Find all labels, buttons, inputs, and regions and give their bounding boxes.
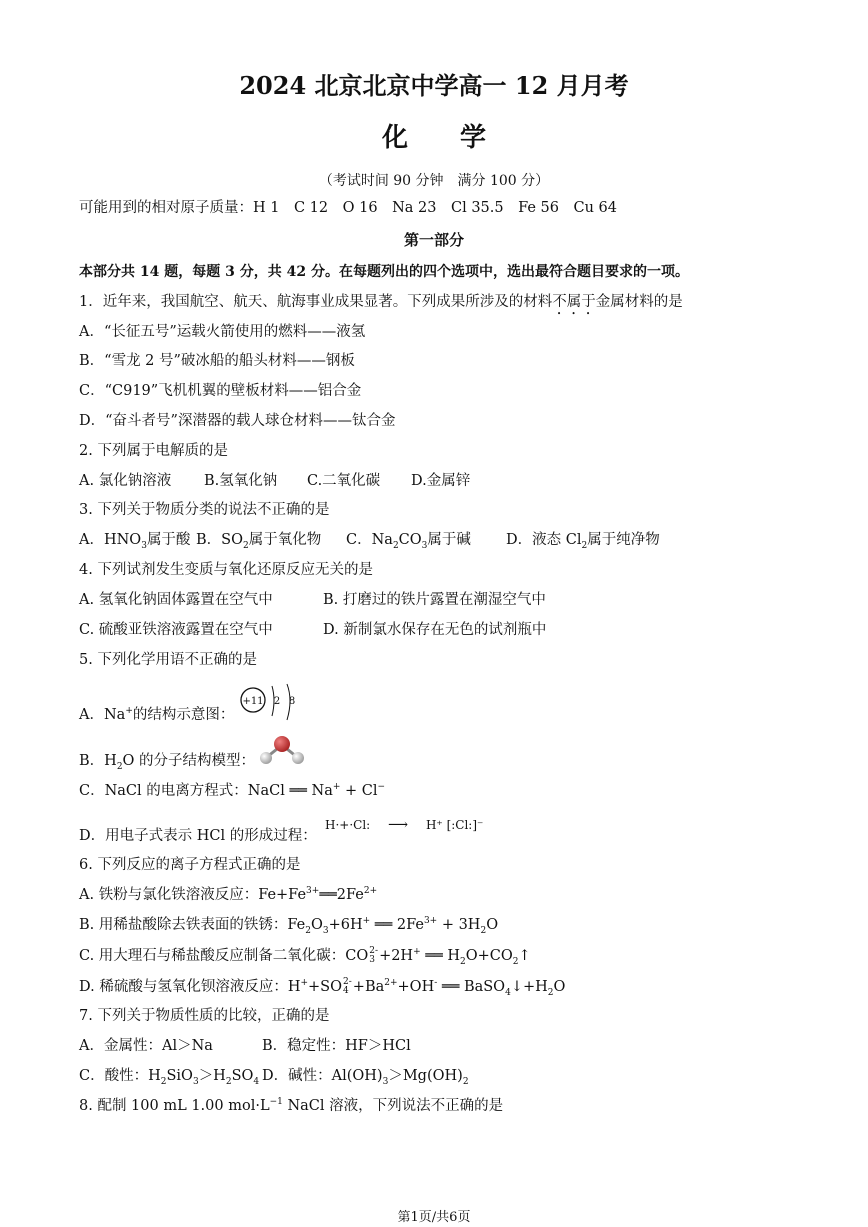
q7-stem: 7. 下列关于物质性质的比较，正确的是 (79, 1008, 330, 1024)
atomic-masses: 可能用到的相对原子质量：H 1 C 12 O 16 Na 23 Cl 35.5 Fe 56 Cu 64 (79, 200, 617, 216)
q1-option-a: A．“长征五号”运载火箭使用的燃料——液氢 (79, 324, 366, 340)
q1-stem (79, 292, 683, 318)
q3-stem: 3. 下列关于物质分类的说法不正确的是 (79, 502, 330, 518)
hcl-reactants: H·+·Cl: (325, 818, 371, 832)
hcl-formation-diagram (325, 815, 483, 835)
q1-option-c: C．“C919”飞机机翼的壁板材料——铝合金 (79, 383, 362, 399)
q8-stem: 8. 配制 100 mL 1.00 $mol\cdot L^{-1}$ NaCl 溶液，下列说法不正确的是 (79, 1097, 504, 1114)
q3-options (79, 530, 660, 550)
q4-option-a: A. 氢氧化钠固体露置在空气中 (79, 592, 273, 608)
q3-option-d: D．液态 $Cl_2$属于纯净物 (506, 532, 660, 551)
q4-option-c: C. 硫酸亚铁溶液露置在空气中 (79, 622, 273, 638)
q2-option-a: A. 氯化钠溶液 (79, 473, 172, 489)
subject-title: 化 学 (381, 123, 486, 153)
q2-option-c: C.二氧化碳 (307, 473, 381, 489)
q6-option-d: D. 稀硫酸与氢氧化钡溶液反应：H++SO 2- 4 $+Ba^{2+}+OH^-$ ══ $BaSO_4↓+H_2O$ (79, 977, 566, 998)
q6-option-b: B. 用稀盐酸除去铁表面的铁锈：$Fe_2O_3+6H^+$ ══ $2Fe^{3+} + 3H_2O$ (79, 916, 499, 936)
q5-option-c: C．NaCl 的电离方程式：NaCl ══ Na+ + Cl− (79, 782, 386, 799)
q1-stem-emphasis: 不属于 (552, 294, 596, 310)
oxygen-atom (274, 736, 290, 752)
exam-info: （考试时间 90 分钟 满分 100 分） (318, 173, 550, 189)
hydrogen-atom-left (260, 752, 272, 764)
q2-option-d: D.金属锌 (411, 473, 471, 489)
q5-option-d: D．用电子式表示 HCl 的形成过程： (79, 828, 317, 844)
page-footer: 第1页/共6页 (397, 1210, 471, 1225)
q1-stem-text: 1．近年来，我国航空、航天、航海事业成果显著。下列成果所涉及的材料 (79, 294, 553, 310)
part1-instruction: 本部分共 14 题，每题 3 分，共 42 分。在每题列出的四个选项中，选出最符合题目要求的一项。 (79, 264, 689, 280)
q3-option-c: C．$Na_2CO_3$属于碱 (346, 532, 471, 551)
nucleus-charge: +11 (242, 696, 264, 707)
q2-options (79, 471, 470, 491)
shell-1-count: 2 (273, 696, 281, 707)
water-molecule-model-icon (256, 733, 308, 767)
part1-heading: 第一部分 (403, 231, 464, 249)
q7-option-a: A．金属性：Al＞Na (79, 1038, 213, 1054)
q7-option-c: C．酸性：$H_2SiO_3>H_2SO_4$ (79, 1068, 260, 1087)
q4-option-b: B. 打磨过的铁片露置在潮湿空气中 (323, 592, 546, 608)
q1-option-b: B．“雪龙 2 号”破冰船的船头材料——钢板 (79, 353, 355, 369)
q5-option-a: A．Na+的结构示意图： (79, 706, 235, 723)
q4-row-cd (79, 620, 546, 640)
q4-stem: 4. 下列试剂发生变质与氧化还原反应无关的是 (79, 562, 373, 578)
q7-row-ab (79, 1036, 411, 1056)
q3-option-b: B．$SO_2$属于氧化物 (196, 532, 322, 551)
q2-option-b: B.氢氧化钠 (204, 473, 278, 489)
sodium-ion-structure-diagram (238, 682, 300, 724)
q4-option-d: D. 新制氯水保存在无色的试剂瓶中 (323, 622, 547, 638)
hcl-product: H⁺ [:Cl:]⁻ (425, 818, 484, 832)
q5-option-b: B．$H_2O$ 的分子结构模型： (79, 753, 256, 772)
reaction-arrow: ⟶ (388, 817, 409, 833)
q1-stem-text-end: 金属材料的是 (595, 294, 683, 310)
q6-option-c: C. 用大理石与稀盐酸反应制备二氧化碳：CO 2- 3 +2H+ ══ $H_2O+CO_2↑$ (79, 946, 531, 967)
q1-option-d: D．“奋斗者号”深潜器的载人球仓材料——钛合金 (79, 413, 396, 429)
hydrogen-atom-right (292, 752, 304, 764)
q7-option-b: B．稳定性：HF＞HCl (262, 1038, 411, 1054)
q6-stem: 6. 下列反应的离子方程式正确的是 (79, 857, 301, 873)
q6-option-a: A. 铁粉与氯化铁溶液反应：$Fe+Fe^{3+}══2Fe^{2+}$ (79, 886, 378, 903)
q2-stem: 2. 下列属于电解质的是 (79, 443, 228, 459)
exam-title: 2024 北京北京中学高一 12 月月考 (239, 71, 629, 100)
shell-2-count: 8 (288, 696, 296, 707)
q7-row-cd (79, 1066, 469, 1086)
q3-option-a: A．$HNO_3$属于酸 (79, 532, 191, 551)
q5-stem: 5. 下列化学用语不正确的是 (79, 652, 257, 668)
q4-row-ab (79, 590, 546, 610)
q7-option-d: D．碱性：$Al(OH)_3>Mg(OH)_2$ (262, 1068, 469, 1087)
